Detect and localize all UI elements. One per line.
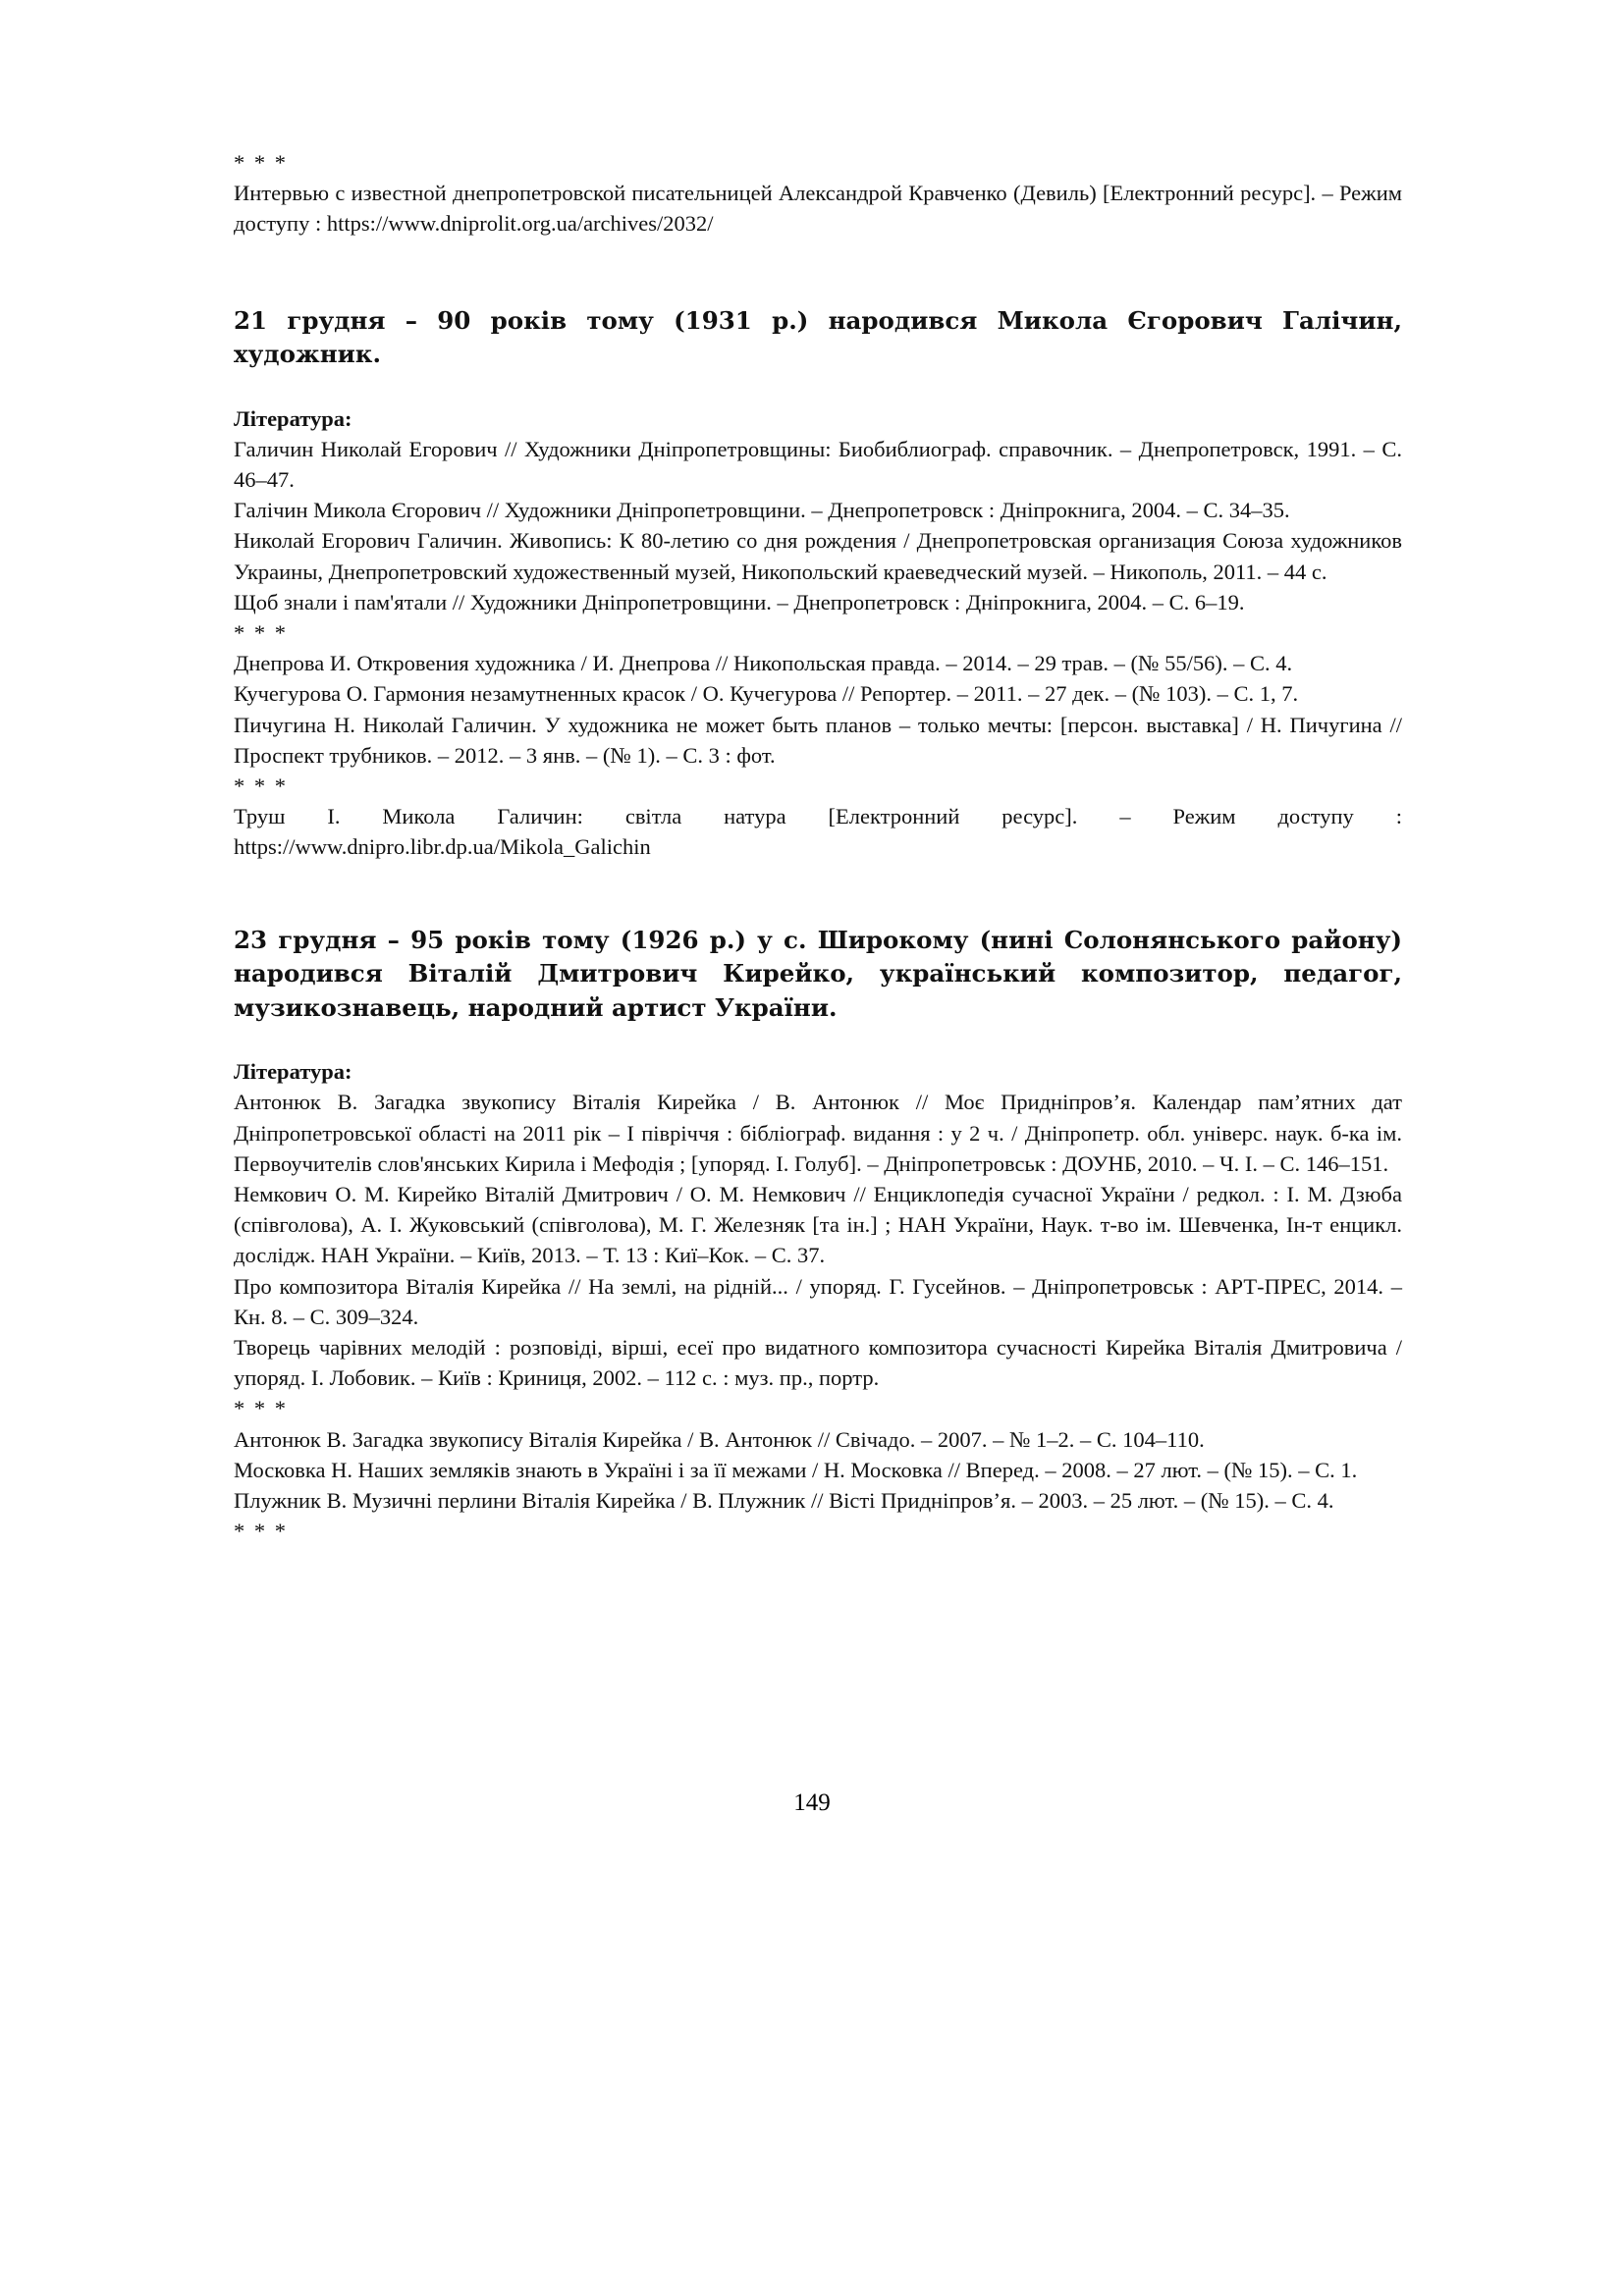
separator-stars: * * * — [234, 1396, 288, 1421]
bibliography-entry: Интервью с известной днепропетровской писательницей Александрой Кравченко (Девиль) [Електронний ресурс]. – Режим доступу : https://www.dniprolit.org.ua/archives/2032/ — [234, 181, 1402, 237]
bibliography-entry: Антонюк В. Загадка звукопису Віталія Кирейка / В. Антонюк // Свічадо. – 2007. – № 1–2. – С. 104–110. — [234, 1426, 1205, 1452]
bibliography-entry: Немкович О. М. Кирейко Віталій Дмитрович / О. М. Немкович // Енциклопедія сучасної України / редкол. : І. М. Дзюба (співголова), А. І. Жуковський (співголова), М. Г. Железняк [та ін.] ; НАН України, Наук. т-во ім. Шевченка, Ін-т енцикл. дослідж. НАН України. – Київ, 2013. – Т. 13 : Киї–Кок. – С. 37. — [234, 1181, 1402, 1268]
section-galichin — [234, 304, 1402, 863]
entry-group — [234, 801, 1402, 862]
bibliography-entry: Творець чарівних мелодій : розповіді, вірші, есеї про видатного композитора сучасності Кирейка Віталія Дмитровича / упоряд. І. Лобовик. – Київ : Криниця, 2002. – 112 с. : муз. пр., портр. — [234, 1334, 1402, 1391]
bibliography-entry: Труш І. Микола Галичин: світла натура [Електронний ресурс]. – Режим доступу : https://www.dnipro.libr.dp.ua/Mikola_Galichin — [234, 804, 1402, 860]
separator-stars: * * * — [234, 774, 288, 799]
bibliography-entry: Плужник В. Музичні перлини Віталія Кирейка / В. Плужник // Вісті Придніпров’я. – 2003. – 25 лют. – (№ 15). – С. 4. — [234, 1488, 1334, 1513]
bibliography-entry: Днепрова И. Откровения художника / И. Днепрова // Никопольская правда. – 2014. – 29 трав. – (№ 55/56). – С. 4. — [234, 651, 1293, 676]
entry-group — [234, 434, 1402, 617]
literature-label: Література: — [234, 405, 352, 431]
page-content — [234, 147, 1402, 1546]
bibliography-entry: Галичин Николай Егорович // Художники Дніпропетровщины: Биобиблиограф. справочник. – Днепропетровск, 1991. – С. 46–47. — [234, 436, 1402, 493]
entry-group — [234, 1424, 1402, 1517]
bibliography-entry: Николай Егорович Галичин. Живопись: К 80-летию со дня рождения / Днепропетровская организация Союза художников Украины, Днепропетровский художественный музей, Никопольский краеведческий музей. – Никополь, 2011. – 44 с. — [234, 528, 1402, 584]
bibliography-entry: Кучегурова О. Гармония незамутненных красок / О. Кучегурова // Репортер. – 2011. – 27 дек. – (№ 103). – С. 1, 7. — [234, 681, 1299, 707]
section-kireiko — [234, 924, 1402, 1547]
bibliography-entry: Про композитора Віталія Кирейка // На землі, на рідній... / упоряд. Г. Гусейнов. – Дніпропетровськ : АРТ-ПРЕС, 2014. – Кн. 8. – С. 309–324. — [234, 1273, 1402, 1329]
literature-label: Література: — [234, 1059, 352, 1085]
entry-group — [234, 1087, 1402, 1393]
entry-group — [234, 648, 1402, 771]
page-number: 149 — [793, 1789, 831, 1816]
separator-stars: * * * — [234, 1519, 288, 1544]
section-heading: 21 грудня – 90 років тому (1931 р.) народився Микола Єгорович Галічин, художник. — [234, 305, 1402, 369]
separator-stars: * * * — [234, 150, 288, 175]
section-heading: 23 грудня – 95 років тому (1926 р.) у с. Широкому (нині Солонянського району) народився Віталій Дмитрович Кирейко, український композитор, педагог, музикознавець, народний артист України. — [234, 925, 1402, 1022]
bibliography-entry: Щоб знали і пам'ятали // Художники Дніпропетровщини. – Днепропетровск : Дніпрокнига, 2004. – С. 6–19. — [234, 589, 1245, 614]
bibliography-entry: Антонюк В. Загадка звукопису Віталія Кирейка / В. Антонюк // Моє Придніпров’я. Календар пам’ятних дат Дніпропетровської області на 2011 рік – І півріччя : бібліограф. видання : у 2 ч. / Дніпропетр. обл. універс. наук. б-ка ім. Первоучителів слов'янських Кирила і Мефодія ; [упоряд. І. Голуб]. – Дніпропетровськ : ДОУНБ, 2010. – Ч. І. – С. 146–151. — [234, 1090, 1402, 1176]
separator-stars: * * * — [234, 620, 288, 646]
bibliography-entry: Галічин Микола Єгорович // Художники Дніпропетровщини. – Днепропетровск : Дніпрокнига, 2004. – С. 34–35. — [234, 498, 1290, 523]
bibliography-entry: Пичугина Н. Николай Галичин. У художника не может быть планов – только мечты: [персон. выставка] / Н. Пичугина // Проспект трубников. – 2012. – 3 янв. – (№ 1). – С. 3 : фот. — [234, 712, 1402, 768]
bibliography-entry: Московка Н. Наших земляків знають в Україні і за її межами / Н. Московка // Вперед. – 2008. – 27 лют. – (№ 15). – С. 1. — [234, 1457, 1358, 1482]
